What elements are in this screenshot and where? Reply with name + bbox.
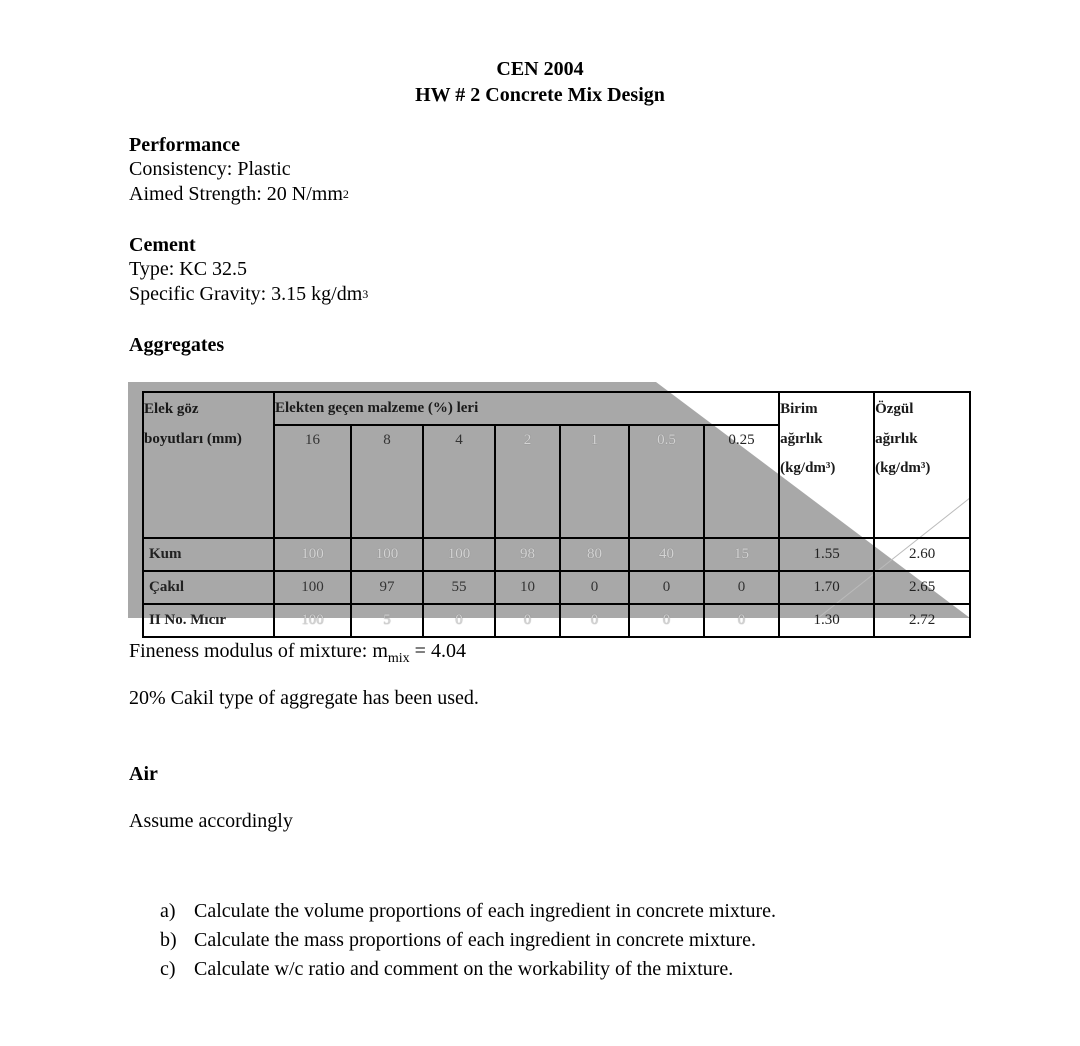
aggregates-table-scan (128, 382, 970, 628)
question-text: Calculate the volume proportions of each ingredient in concrete mixture. (194, 900, 777, 922)
air-text: Assume accordingly (129, 810, 293, 832)
table-cell: 98 (495, 538, 560, 571)
sieve-size: 4 (423, 425, 495, 488)
table-cell: 0 (629, 604, 704, 637)
row-label: II No. Mıcır (143, 604, 274, 637)
passing-header: Elekten geçen malzeme (%) leri (274, 392, 779, 425)
table-cell: 15 (704, 538, 779, 571)
question-text: Calculate w/c ratio and comment on the workability of the mixture. (194, 958, 734, 980)
consistency-text: Consistency: Plastic (129, 158, 291, 180)
table-cell: 0 (704, 571, 779, 604)
list-marker: a) (160, 900, 176, 922)
course-code: CEN 2004 (496, 58, 584, 80)
unit-weight-header-1: Birim (779, 392, 874, 425)
cement-type-text: Type: KC 32.5 (129, 258, 248, 280)
sieve-header-a: Elek göz (143, 392, 274, 425)
table-cell: 2.72 (874, 604, 970, 637)
table-cell: 80 (560, 538, 629, 571)
unit-weight-header-2: ağırlık (kg/dm³) (779, 425, 874, 488)
page-title: HW # 2 Concrete Mix Design (415, 84, 665, 106)
table-row (143, 571, 970, 604)
table-cell: 0 (423, 604, 495, 637)
table-cell: 1.70 (779, 571, 874, 604)
table-row (143, 538, 970, 571)
cement-heading: Cement (129, 234, 196, 256)
table-cell: 55 (423, 571, 495, 604)
table-cell: 40 (629, 538, 704, 571)
aggregates-heading: Aggregates (129, 334, 225, 356)
air-heading: Air (129, 763, 158, 785)
table-cell: 97 (351, 571, 423, 604)
table-cell: 0 (495, 604, 560, 637)
table-cell: 100 (351, 538, 423, 571)
table-cell: 1.55 (779, 538, 874, 571)
spec-grav-header-2: ağırlık (kg/dm³) (874, 425, 970, 488)
table-cell: 100 (274, 571, 351, 604)
list-item (160, 929, 776, 958)
table-row (143, 604, 970, 637)
list-marker: b) (160, 929, 177, 951)
performance-heading: Performance (129, 134, 241, 156)
list-item (160, 900, 776, 929)
sieve-size: 0.5 (629, 425, 704, 488)
table-cell: 0 (704, 604, 779, 637)
list-item (160, 958, 776, 987)
table-cell: 1.30 (779, 604, 874, 637)
table-cell: 2.60 (874, 538, 970, 571)
sieve-size: 8 (351, 425, 423, 488)
table-cell: 5 (351, 604, 423, 637)
table-cell: 100 (274, 604, 351, 637)
sieve-header-b: boyutları (mm) (143, 425, 274, 488)
table-cell: 0 (629, 571, 704, 604)
table-cell: 0 (560, 604, 629, 637)
aggregates-table (142, 391, 971, 638)
question-text: Calculate the mass proportions of each ingredient in concrete mixture. (194, 929, 757, 951)
table-cell: 100 (274, 538, 351, 571)
row-label: Çakıl (143, 571, 274, 604)
question-list (160, 900, 776, 987)
sieve-size: 2 (495, 425, 560, 488)
table-cell: 10 (495, 571, 560, 604)
sieve-size: 1 (560, 425, 629, 488)
aimed-strength-text: Aimed Strength: 20 $N/mm^2$ (129, 183, 349, 205)
specific-gravity-text: Specific Gravity: 3.15 $kg/dm^3$ (129, 283, 369, 305)
spec-grav-header-1: Özgül (874, 392, 970, 425)
fineness-modulus-text: Fineness modulus of mixture: $m_{mix} = 4.04$ (129, 640, 466, 666)
sieve-size: 16 (274, 425, 351, 488)
sieve-size: 0.25 (704, 425, 779, 488)
row-label: Kum (143, 538, 274, 571)
list-marker: c) (160, 958, 176, 980)
table-cell: 100 (423, 538, 495, 571)
table-cell: 2.65 (874, 571, 970, 604)
table-cell: 0 (560, 571, 629, 604)
aggregate-note-text: 20% Cakil type of aggregate has been used. (129, 687, 479, 709)
